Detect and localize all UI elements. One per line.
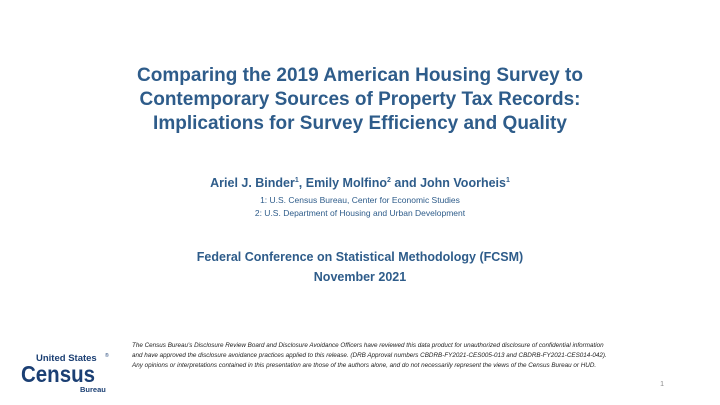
affiliation-2: 2: U.S. Department of Housing and Urban Development [254, 208, 466, 218]
census-bureau-logo [20, 351, 112, 395]
conference-info [0, 247, 720, 287]
page-number: 1 [660, 381, 664, 388]
logo-united-states: United States [36, 353, 97, 364]
author-list [0, 176, 720, 190]
affiliation-marker: 2 [386, 177, 391, 184]
title-line-2: Contemporary Sources of Property Tax Records: [139, 89, 581, 110]
affiliation-marker: 1 [505, 177, 510, 184]
logo-registered-mark: ® [105, 353, 109, 359]
conference-name: Federal Conference on Statistical Methodology (FCSM) [196, 250, 524, 264]
affiliation-marker: 1 [294, 177, 299, 184]
logo-census: Census [21, 361, 95, 387]
title-line-3: Implications for Survey Efficiency and Quality [153, 113, 567, 134]
disclaimer-text: The Census Bureau's Disclosure Review Board and Disclosure Avoidance Officers have reviewed this data product for unauthorized disclosure of confidential information and have approved the disclosure avoidance practices applied to this release. (DRB Approval numbers CBDRB-FY2021-CES005-013 and CBDRB-FY2021-CES014-042). Any opinions or interpretations contained in this presentation are those of the authors alone, and do not necessarily represent the views of the Census Bureau or HUD. [132, 342, 607, 369]
author-molfino: Emily Molfino [305, 176, 387, 190]
title-line-1: Comparing the 2019 American Housing Survey to [137, 65, 583, 86]
author-separator: , [298, 176, 306, 190]
author-separator: and [390, 176, 421, 190]
logo-bureau: Bureau [80, 385, 106, 394]
conference-date: November 2021 [313, 270, 407, 284]
affiliations [0, 194, 720, 220]
affiliation-1: 1: U.S. Census Bureau, Center for Economic Studies [260, 195, 460, 205]
author-voorheis: John Voorheis [420, 176, 506, 190]
slide-title [60, 64, 660, 136]
author-binder: Ariel J. Binder [210, 176, 295, 190]
